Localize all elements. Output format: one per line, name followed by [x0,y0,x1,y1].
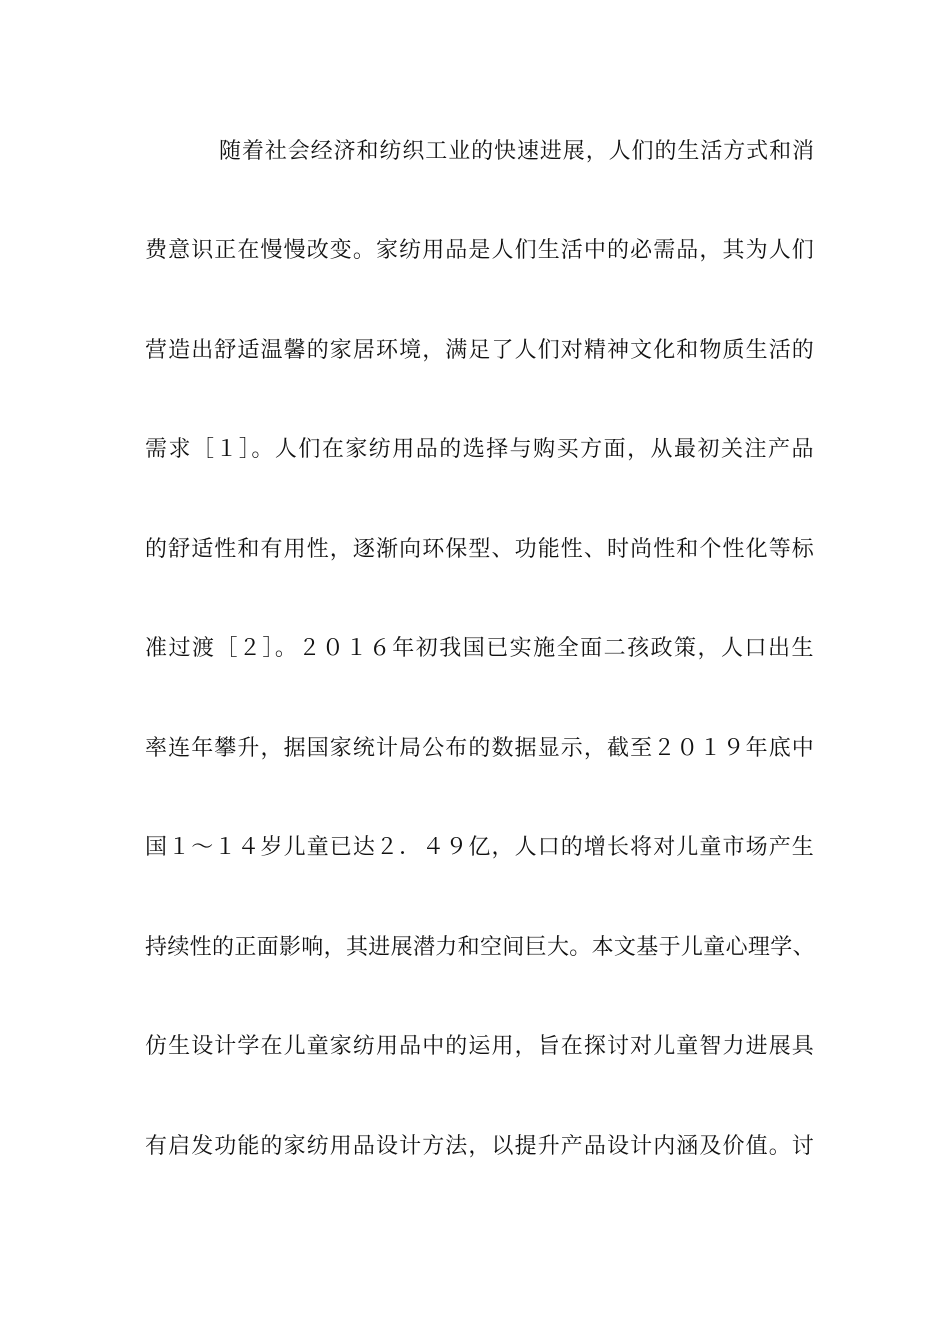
paragraph-line-8: 国１～１４岁儿童已达２．４９亿，人口的增长将对儿童市场产生 [145,835,815,860]
paragraph-line-9: 持续性的正面影响，其进展潜力和空间巨大。本文基于儿童心理学、 [145,935,815,960]
paragraph-line-4: 需求［１］。人们在家纺用品的选择与购买方面，从最初关注产品 [145,437,815,462]
paragraph-line-3: 营造出舒适温馨的家居环境，满足了人们对精神文化和物质生活的 [145,338,815,363]
paragraph-line-7: 率连年攀升，据国家统计局公布的数据显示，截至２０１９年底中 [145,736,815,761]
paragraph-line-1: 随着社会经济和纺织工业的快速进展，人们的生活方式和消 [219,139,815,164]
paragraph-line-10: 仿生设计学在儿童家纺用品中的运用，旨在探讨对儿童智力进展具 [145,1034,815,1059]
paragraph-line-11: 有启发功能的家纺用品设计方法，以提升产品设计内涵及价值。讨 [145,1134,815,1159]
paragraph-line-6: 准过渡［２］。２０１６年初我国已实施全面二孩政策，人口出生 [145,636,815,661]
paragraph-line-2: 费意识正在慢慢改变。家纺用品是人们生活中的必需品，其为人们 [145,238,815,263]
paragraph-line-5: 的舒适性和有用性，逐渐向环保型、功能性、时尚性和个性化等标 [145,537,815,562]
